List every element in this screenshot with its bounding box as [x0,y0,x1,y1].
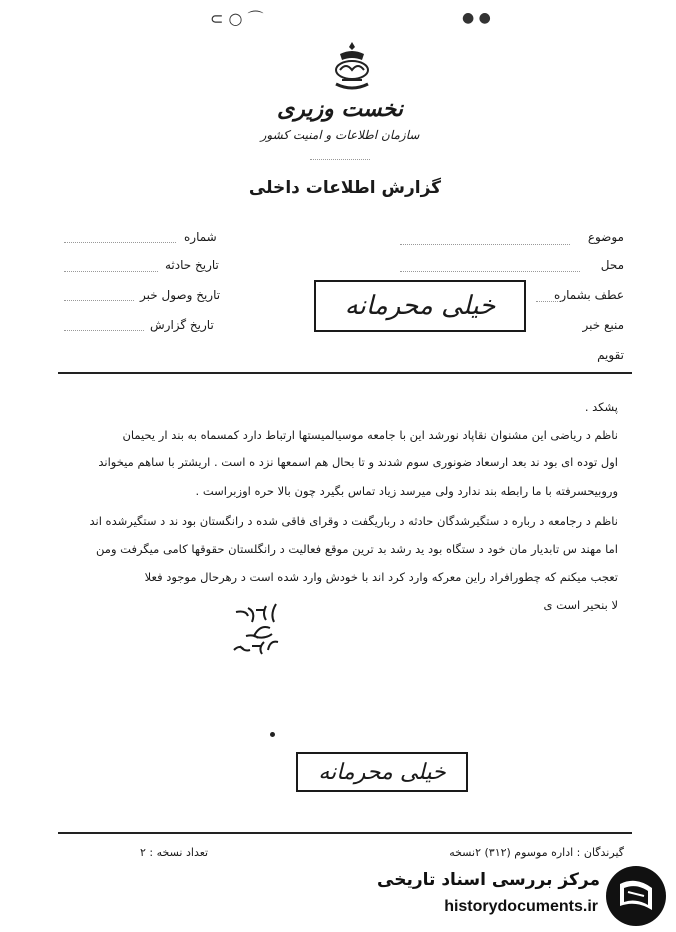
recipients-line: گیرندگان : اداره موسوم (۳۱۲) ۲نسخه [449,846,624,859]
subject-line [400,243,570,245]
report-date-line [64,329,144,331]
copies-count: تعداد نسخه : ۲ [140,846,209,859]
body-line-5: ناظم د رجامعه د رباره د ستگیرشدگان حادثه د رباریگفت د وقرای فاقی شده د رانگستان بود ند د ستگیرشده اند [89,514,618,528]
top-mark-left: ⊂ ○ ⌒ [210,9,264,28]
receipt-date-label: تاریخ وصول خبر [140,288,221,302]
footer-divider [58,832,632,834]
subject-label: موضوع [587,230,624,244]
ink-dot [270,732,275,737]
archive-logo-icon [606,866,666,926]
confidential-stamp-bottom: خیلی محرمانه [296,752,468,792]
handwritten-signature [226,598,296,668]
emblem-icon [322,40,382,96]
confidential-stamp-top: خیلی محرمانه [314,280,526,332]
body-line-7: تعجب میکنم که چطورافراد راین معرکه وارد کرد اند با خودش وارد شده است د رهرحال موجود فعلا [144,570,618,584]
number-label: شماره [184,230,217,244]
location-line [400,270,580,272]
body-line-8: لا بنحیر است ی [543,598,618,612]
report-date-label: تاریخ گزارش [150,318,214,332]
location-label: محل [600,258,624,272]
watermark-name: مرکز بررسی اسناد تاریخی [377,870,600,890]
report-title: گزارش اطلاعات داخلی [248,178,442,198]
body-line-2: ناظم د ریاضی این مشنوان نقاپاد نورشد این با جامعه موسیالمیستها ارتباط دارد کمسماه به بند ار یحیمان [122,428,618,442]
header-divider [58,372,632,374]
number-line [64,241,176,243]
watermark-url: historydocuments.ir [444,898,598,915]
receipt-date-line [64,299,134,301]
body-line-4: وروبیحسرفته با ما رابطه بند ندارد ولی میرسد زیاد تماس بگیرد چون بالا حره اوزبراست . [195,484,618,498]
body-line-6: اما مهند س تابدیار مان خود د ستگاه بود ید رشد بد ترین موقع فعالیت د رانگلستان حقوقها کامی میگرفت ومن [96,542,618,556]
incident-date-line [64,270,158,272]
source-label: منبع خبر [582,318,624,332]
top-mark-right: ● ● [462,10,491,26]
body-line-1: پشکد . [584,400,618,414]
reference-label: عطف بشماره [554,288,624,302]
header-underline [300,152,380,160]
evaluation-label: تقویم [597,348,624,362]
body-line-3: اول توده ای بود ند بعد ارسعاد ضونوری سوم شدند و تا بحال هم اسمعها نزد ه است . اریشتر با ساهم میخواند [98,455,618,469]
incident-date-label: تاریخ حادثه [165,258,219,272]
department-name: سازمان اطلاعات و امنیت کشور [260,128,420,142]
organization-title: نخست وزیری [277,96,403,122]
reference-line [536,300,562,302]
